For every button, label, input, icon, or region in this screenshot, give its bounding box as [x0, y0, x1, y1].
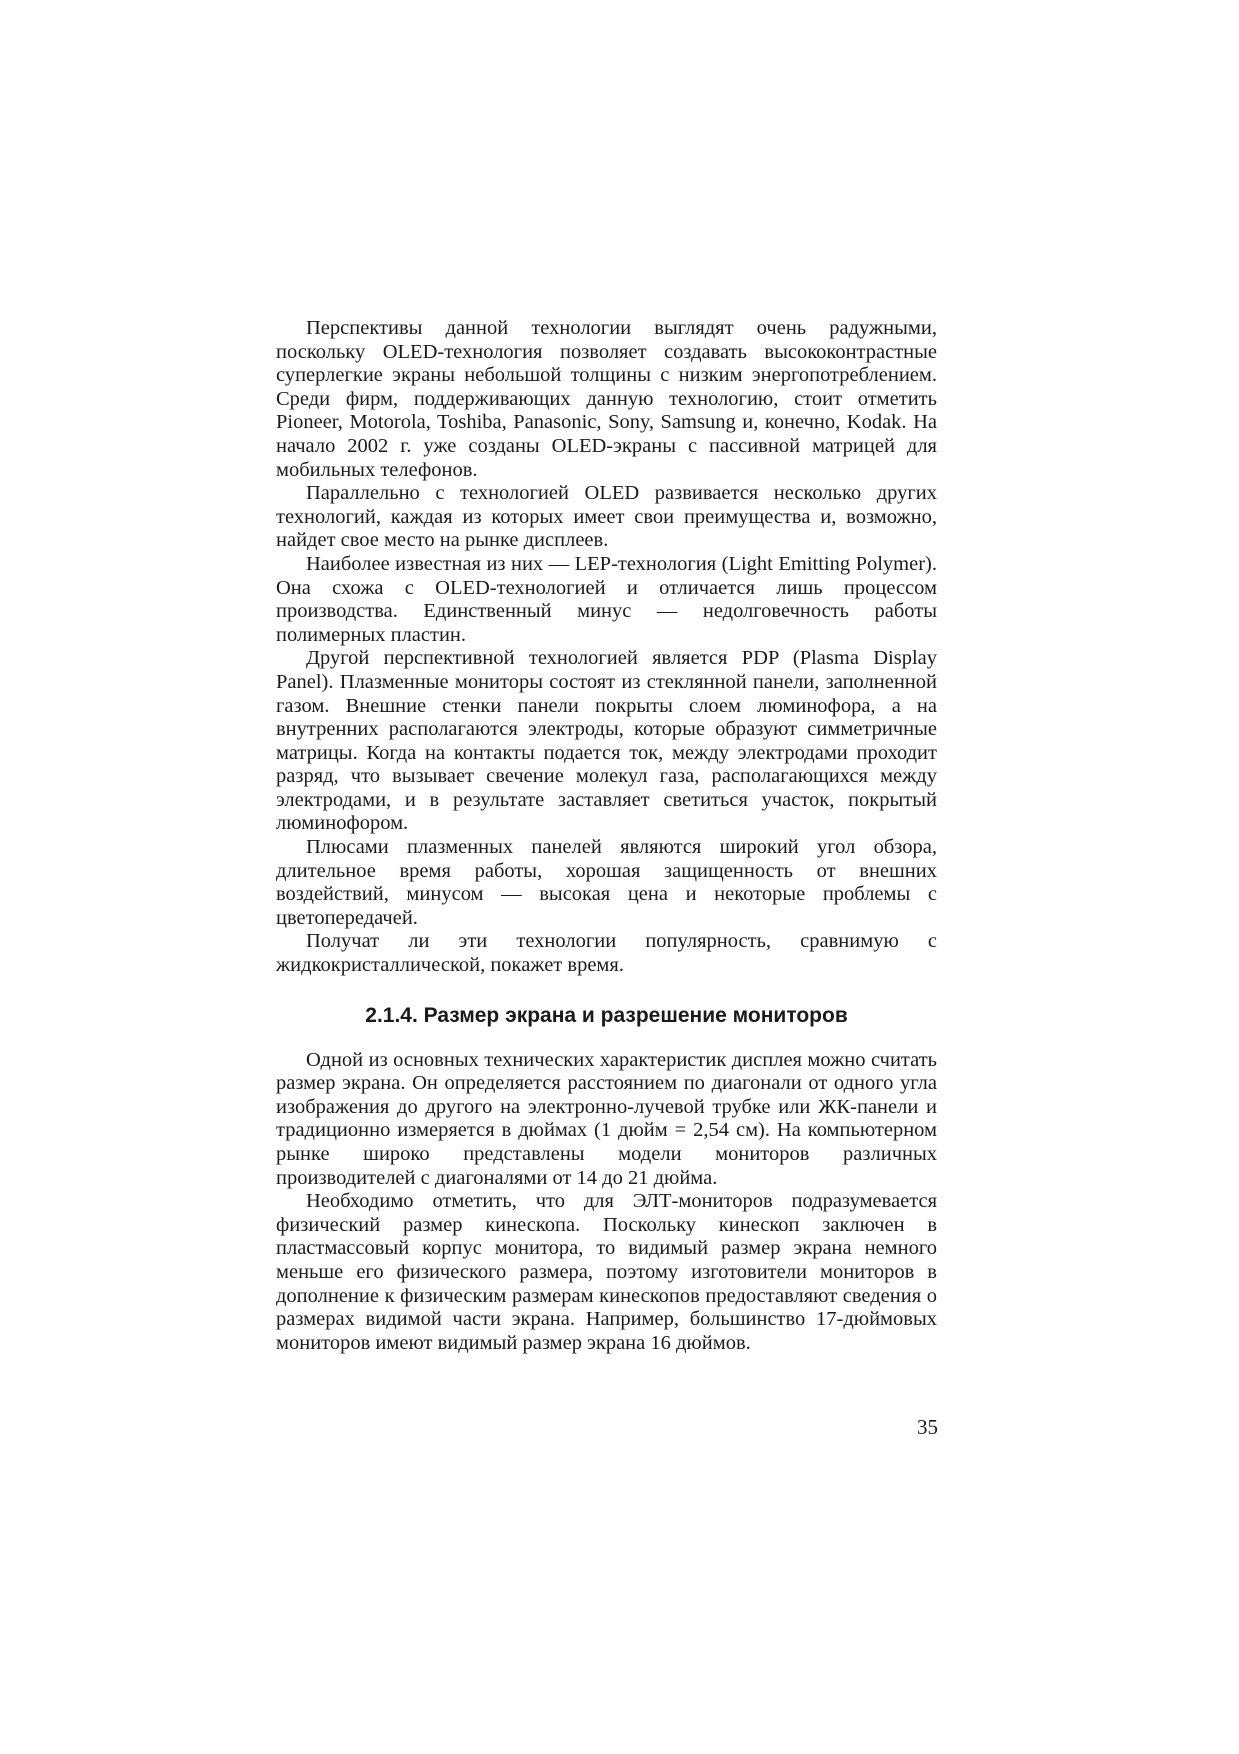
paragraph-popularity: Получат ли эти технологии популярность, сравнимую с жидкокристаллической, покажет время.: [276, 930, 937, 977]
section-heading: 2.1.4. Размер экрана и разрешение мониторов: [365, 1003, 848, 1027]
paragraph-lep-technology: Наиболее известная из них — LEP-технология (Light Emitting Polymer). Она схожа с OLED-технологией и отличается лишь процессом производства. Единственный минус — недолговечность работы полимерных пластин.: [276, 552, 937, 646]
paragraph-other-technologies: Параллельно с технологией OLED развивается несколько других технологий, каждая из которых имеет свои преимущества и, возможно, найдет свое место на рынке дисплеев.: [276, 482, 937, 552]
paragraph-oled-prospects: Перспективы данной технологии выглядят очень радужными, поскольку OLED-технология позволяет создавать высококонтрастные суперлегкие экраны небольшой толщины с низким энергопотреблением. Среди фирм, поддерживающих данную технологию, стоит отметить Pioneer, Motorola, Toshiba, Panasonic, Sony, Samsung и, конечно, Kodak. На начало 2002 г. уже созданы OLED-экраны с пассивной матрицей для мобильных телефонов.: [276, 317, 937, 481]
page-body: [276, 317, 937, 1355]
paragraph-crt-size: Необходимо отметить, что для ЭЛТ-мониторов подразумевается физический размер кинескопа. Поскольку кинескоп заключен в пластмассовый корпус монитора, то видимый размер экрана немного меньше его физического размера, поэтому изготовители мониторов в дополнение к физическим размерам кинескопов предоставляют сведения о размерах видимой части экрана. Например, большинство 17-дюймовых мониторов имеют видимый размер экрана 16 дюймов.: [276, 1190, 937, 1354]
paragraph-pdp-technology: Другой перспективной технологией является PDP (Plasma Display Panel). Плазменные мониторы состоят из стеклянной панели, заполненной газом. Внешние стенки панели покрыты слоем люминофора, а на внутренних располагаются электроды, которые образуют симметричные матрицы. Когда на контакты подается ток, между электродами проходит разряд, что вызывает свечение молекул газа, располагающихся между электродами, и в результате заставляет светиться участок, покрытый люминофором.: [276, 647, 937, 835]
page-number: 35: [917, 1415, 938, 1439]
paragraph-plasma-pros-cons: Плюсами плазменных панелей являются широкий угол обзора, длительное время работы, хорошая защищенность от внешних воздействий, минусом — высокая цена и некоторые проблемы с цветопередачей.: [276, 836, 937, 929]
paragraph-screen-size: Одной из основных технических характеристик дисплея можно считать размер экрана. Он определяется расстоянием по диагонали от одного угла изображения до другого на электронно-лучевой трубке или ЖК-панели и традиционно измеряется в дюймах (1 дюйм = 2,54 см). На компьютерном рынке широко представлены модели мониторов различных производителей с диагоналями от 14 до 21 дюйма.: [276, 1048, 937, 1189]
